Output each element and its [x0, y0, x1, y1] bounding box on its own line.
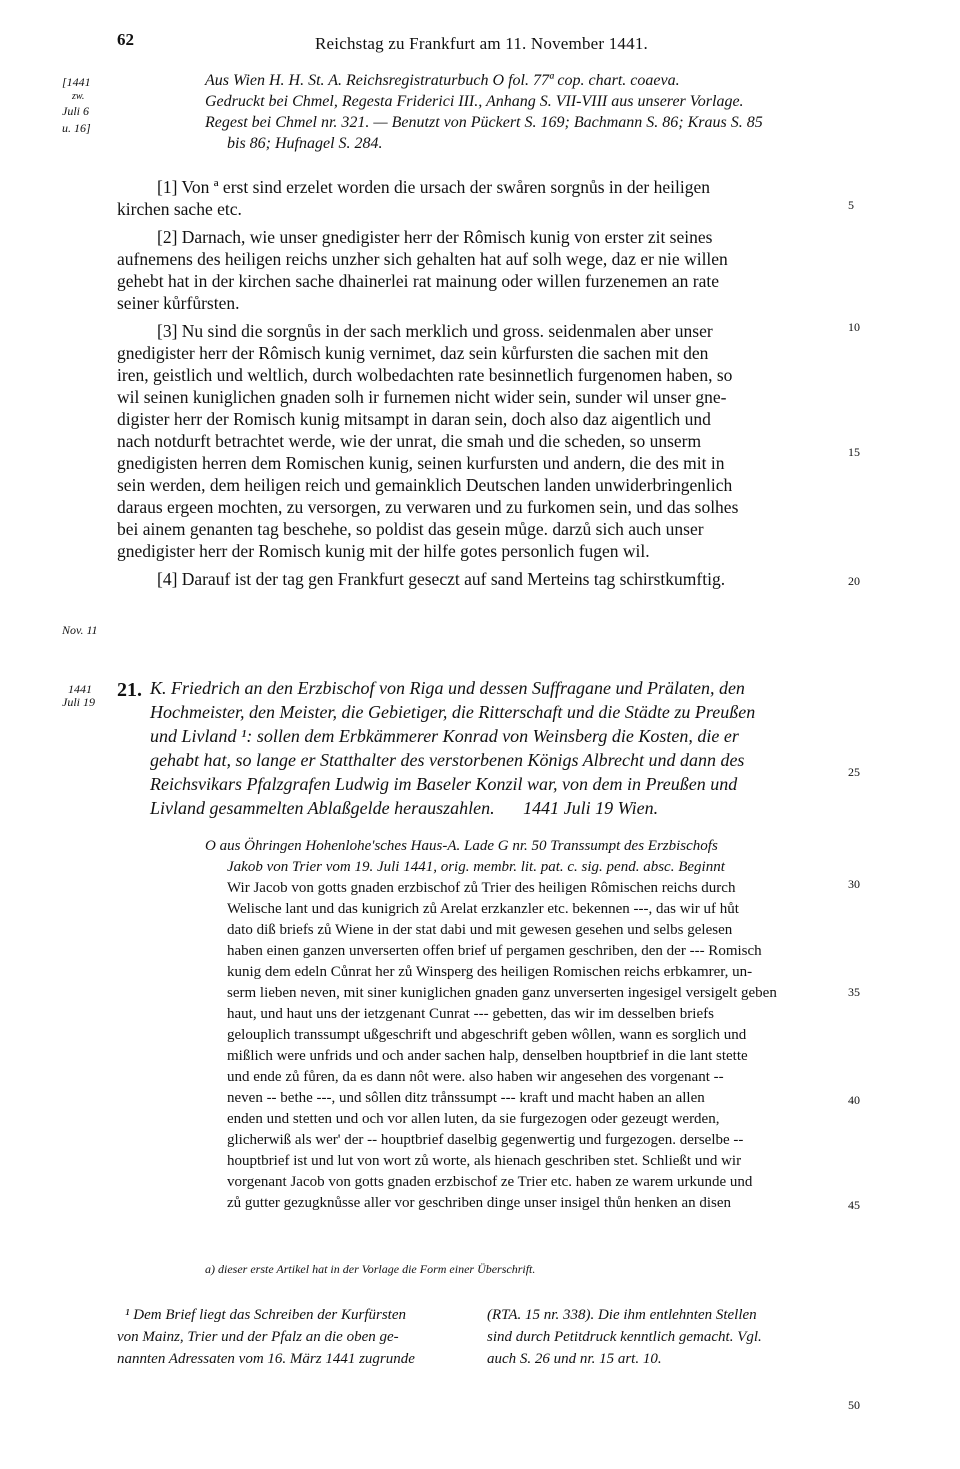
regest-line: K. Friedrich an den Erzbischof von Riga und dessen Suffragane und Prälaten, den [150, 678, 745, 698]
source-line: Regest bei Chmel nr. 321. — Benutzt von Pückert S. 169; Bachmann S. 86; Kraus S. 85 [205, 114, 763, 131]
footnote-1-right [487, 1304, 842, 1370]
transsumpt-line: und ende zů fůren, da es dann nôt were. also haben wir angesehen des vorgenant -- [227, 1069, 724, 1085]
paragraph-line: digister herr der Romisch kunig mitsampt in daran sein, doch also daz aigentlich und [117, 409, 711, 429]
transsumpt-line: vorgenant Jacob von gotts gnaden erzbischof ze Trier etc. haben ze warem urkunde und [227, 1174, 753, 1190]
transsumpt-line: O aus Öhringen Hohenlohe'sches Haus-A. Lade G nr. 50 Transsumpt des Erzbischofs [205, 838, 718, 854]
running-title: Reichstag zu Frankfurt am 11. November 1441. [315, 34, 648, 53]
paragraph-line: wil seinen kuniglichen gnaden solh ir furnemen nicht wider sein, sunder wil unser gne- [117, 387, 727, 407]
footnote-line: von Mainz, Trier und der Pfalz an die oben ge- [117, 1329, 399, 1345]
margin-date-line: Juli 19 [62, 695, 95, 709]
paragraph-line: gnedigisten herren dem Romischen kunig, seinen kurfursten und andern, die des mit in [117, 453, 725, 473]
line-number: 25 [848, 765, 860, 779]
footnote-line: auch S. 26 und nr. 15 art. 10. [487, 1351, 662, 1367]
body-text [117, 176, 847, 590]
paragraph-line: nach notdurft betrachtet werde, wie der unrat, die smah und die scheden, so unserm [117, 431, 702, 451]
regest-block [150, 676, 850, 820]
margin-date-block [62, 74, 91, 137]
line-number: 50 [848, 1398, 860, 1412]
line-number: 10 [848, 320, 860, 334]
source-line: Aus Wien H. H. St. A. Reichsregistraturbuch O fol. 77ª cop. chart. coaeva. [205, 72, 680, 89]
margin-nov: Nov. 11 [62, 623, 98, 637]
paragraph-line: [3] Nu sind die sorgnůs in der sach merklich und gross. seidenmalen aber unser [157, 321, 713, 341]
regest-line: Reichsvikars Pfalzgrafen Ludwig im Baseler Konzil war, von dem in Preußen und [150, 774, 738, 794]
source-line: bis 86; Hufnagel S. 284. [227, 135, 383, 152]
paragraph-line: [1] Von ª erst sind erzelet worden die ursach der swåren sorgnůs in der heiligen [157, 177, 711, 197]
transsumpt-line: gelouplich transsumpt ußgeschrift und abgeschrift geben wôllen, wann es sorglich und [227, 1027, 747, 1043]
footnote-line: (RTA. 15 nr. 338). Die ihm entlehnten Stellen [487, 1307, 757, 1323]
transsumpt-line: glicherwiß als wer' der -- houptbrief daselbig gegenwertig und furgezogen. derselbe -- [227, 1132, 744, 1148]
transsumpt-line: mißlich were unfrids und och ander sachen halp, denselben houptbrief in die lant stette [227, 1048, 748, 1064]
footnote-a: a) dieser erste Artikel hat in der Vorlage die Form einer Überschrift. [205, 1262, 536, 1276]
margin-date-line: [1441 [62, 75, 91, 89]
transsumpt-line: neven -- bethe ---, und sôllen ditz trånssumpt --- kraft und macht haben an allen [227, 1090, 705, 1106]
transsumpt-block [205, 836, 845, 1214]
paragraph-line: kirchen sache etc. [117, 199, 242, 219]
regest-line [150, 796, 850, 820]
transsumpt-line: enden und stetten und och vor allen luten, da sie furgezogen oder gezeugt werden, [227, 1111, 720, 1127]
paragraph-line: sein werden, dem heiligen reich und gemainklich Deutschen landen unwiderbringenlich [117, 475, 733, 495]
transsumpt-line: Welische lant und das kunigrich zů Arelat erzkanzler etc. bekennen ---, das wir uf hůt [227, 901, 739, 917]
transsumpt-line: houptbrief ist und lut von wort zů worte, als hienach geschriben stet. Schließt und wir [227, 1153, 742, 1169]
paragraph-line: aufnemens des heiligen reichs unzher sich gehalten hat auf solh wege, daz er nie willen [117, 249, 728, 269]
line-number: 40 [848, 1093, 860, 1107]
footnote-1-left [117, 1304, 472, 1370]
paragraph-line: iren, geistlich und weltlich, durch wolbedachten rate besinnetlich furgenomen haben, so [117, 365, 733, 385]
line-number: 5 [848, 198, 854, 212]
footnote-line: sind durch Petitdruck kenntlich gemacht. Vgl. [487, 1329, 762, 1345]
regest-line: Hochmeister, den Meister, die Gebietiger, die Ritterschaft und die Städte zu Preußen [150, 702, 756, 722]
paragraph-line: daraus ergeen mochten, zu versorgen, zu verwaren und zu furkomen sein, und das solhes [117, 497, 739, 517]
regest-line: und Livland ¹: sollen dem Erbkämmerer Konrad von Weinsberg die Kosten, die er [150, 726, 739, 746]
transsumpt-line: zů gutter gezugknůsse aller vor geschriben dinge unser insigel thůn henken an disen [227, 1195, 732, 1211]
regest-line-text: Livland gesammelten Ablaßgelde herauszahlen. [150, 798, 495, 818]
line-number: 35 [848, 985, 860, 999]
paragraph-line: bei ainem genanten tag beschehe, so poldist das gesein můge. darzů sich auch unser [117, 519, 704, 539]
transsumpt-line: kunig dem edeln Cůnrat her zů Winsperg des heiligen Romischen reichs erbkamrer, un- [227, 964, 753, 980]
source-block [205, 70, 845, 154]
line-number: 30 [848, 877, 860, 891]
transsumpt-line: haben einen ganzen unverserten offen brief uf pergamen geschriben, den der --- Romisch [227, 943, 762, 959]
transsumpt-line: haut, und haut uns der ietzgenant Cunrat --- gebetten, das wir im desselben briefs [227, 1006, 714, 1022]
paragraph-line: [4] Darauf ist der tag gen Frankfurt geseczt auf sand Merteins tag schirstkumftig. [157, 569, 726, 589]
paragraph-line: [2] Darnach, wie unser gnedigister herr der Rômisch kunig von erster zit seines [157, 227, 713, 247]
margin-date-line: Juli 6 [62, 104, 89, 118]
page-number: 62 [117, 30, 134, 49]
regest-line: gehabt hat, so lange er Statthalter des verstorbenen Königs Albrecht und dann des [150, 750, 745, 770]
margin-date-line: zw. [72, 91, 85, 102]
transsumpt-line: Wir Jacob von gotts gnaden erzbischof zů Trier des heiligen Rômischen reichs durch [227, 880, 736, 896]
paragraph-line: gnedigister herr der Romisch kunig mit der hilfe gotes personlich fugen wil. [117, 541, 650, 561]
document-number: 21. [117, 679, 142, 701]
margin-date-line: 1441 [68, 682, 92, 696]
line-number: 15 [848, 445, 860, 459]
transsumpt-line: serm lieben neven, mit siner kuniglichen gnaden ganz unverserten ingesigel versigelt geben [227, 985, 777, 1001]
paragraph-line: gehebt hat in der kirchen sache dhainerlei rat mainung oder willen furzenemen an rate [117, 271, 720, 291]
margin-date-line: u. 16] [62, 121, 91, 135]
regest-date: 1441 Juli 19 Wien. [523, 798, 659, 818]
line-number: 45 [848, 1198, 860, 1212]
margin-date-block-2 [62, 683, 95, 709]
footnote-line: nannten Adressaten vom 16. März 1441 zugrunde [117, 1351, 415, 1367]
transsumpt-line: dato diß briefs zů Wiene in der stat dabi und mit gewesen gesehen und selbs gelesen [227, 922, 733, 938]
paragraph-line: gnedigister herr der Rômisch kunig vernimet, daz sein kůrfursten die sachen mit den [117, 343, 709, 363]
source-line: Gedruckt bei Chmel, Regesta Friderici III., Anhang S. VII-VIII aus unserer Vorlage. [205, 93, 744, 110]
footnote-line: ¹ Dem Brief liegt das Schreiben der Kurfürsten [125, 1307, 406, 1323]
line-number: 20 [848, 574, 860, 588]
transsumpt-line: Jakob von Trier vom 19. Juli 1441, orig. membr. lit. pat. c. sig. pend. absc. Beginnt [227, 859, 725, 875]
paragraph-line: seiner kůrfůrsten. [117, 293, 240, 313]
